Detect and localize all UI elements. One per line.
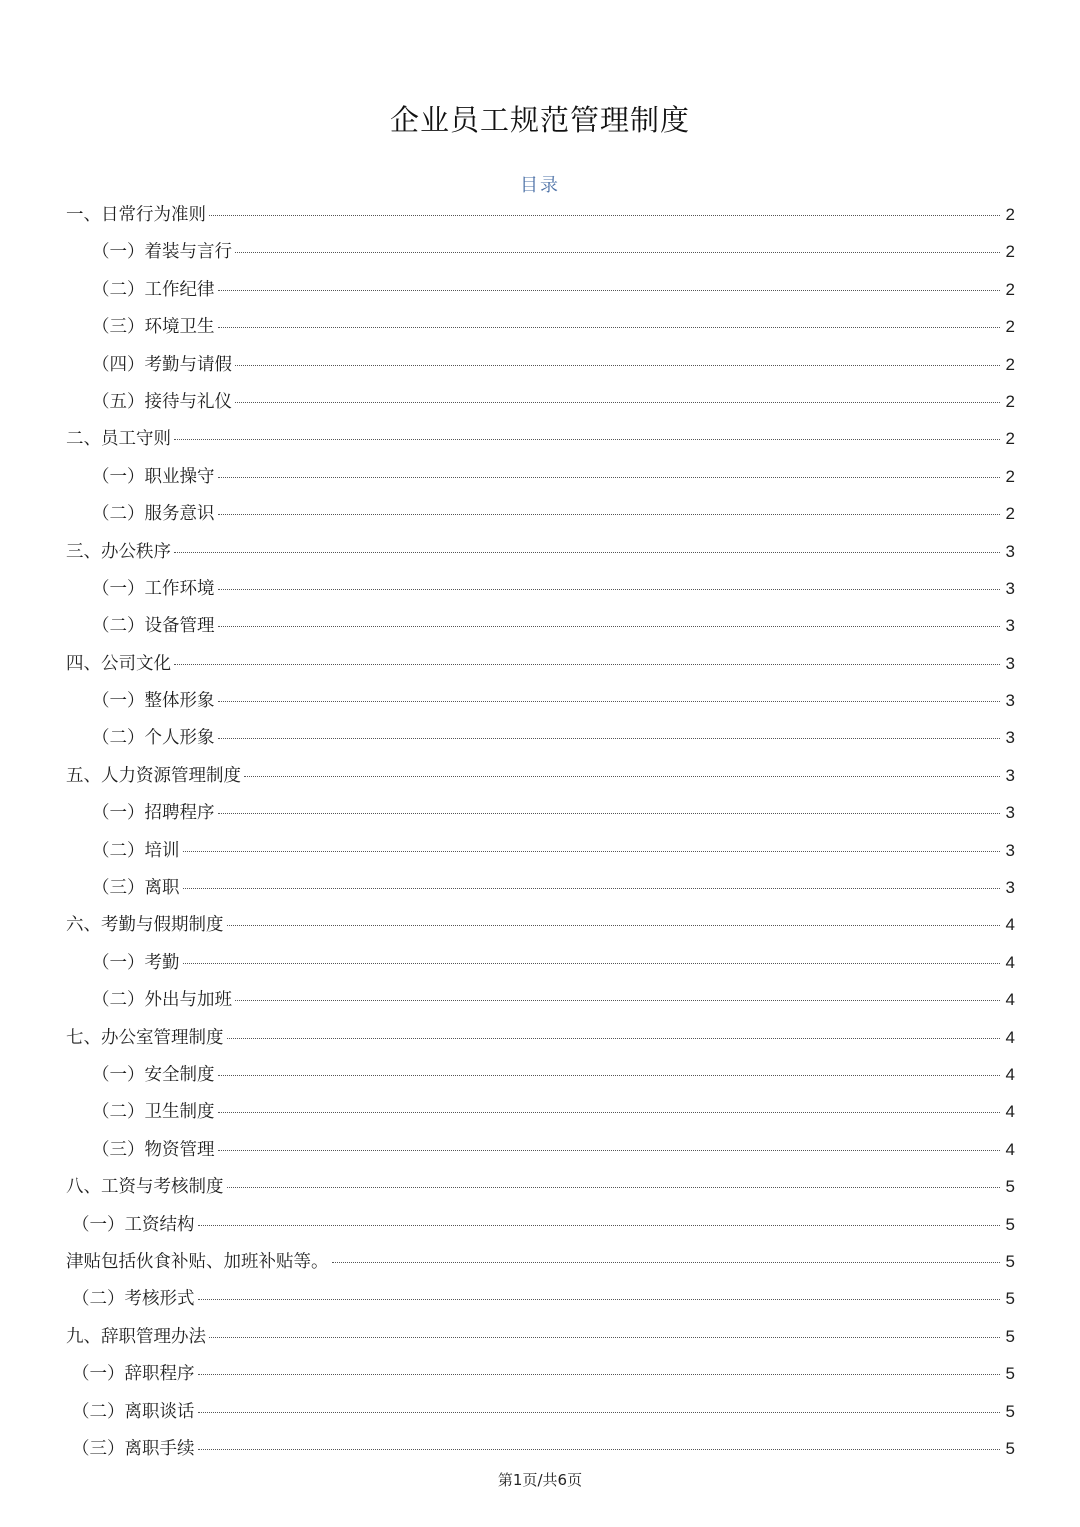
toc-entry-title: 四、公司文化 bbox=[66, 653, 171, 674]
toc-entry[interactable] bbox=[66, 1056, 1015, 1093]
toc-entry-page-number: 5 bbox=[1005, 1364, 1015, 1384]
toc-dot-leader bbox=[218, 1150, 1001, 1151]
document-title: 企业员工规范管理制度 bbox=[389, 103, 690, 137]
toc-entry[interactable] bbox=[66, 1131, 1015, 1168]
toc-entry-page-number: 3 bbox=[1005, 840, 1015, 860]
toc-entry-page-number: 3 bbox=[1005, 578, 1015, 598]
toc-entry[interactable] bbox=[66, 570, 1015, 607]
toc-entry[interactable] bbox=[66, 607, 1015, 644]
toc-entry-title: （一）考勤 bbox=[92, 952, 180, 973]
toc-entry-title: （一）安全制度 bbox=[92, 1064, 215, 1085]
toc-entry-title: （二）卫生制度 bbox=[92, 1102, 215, 1123]
toc-dot-leader bbox=[218, 290, 1001, 291]
toc-entry-title: （二）工作纪律 bbox=[92, 279, 215, 300]
toc-entry[interactable] bbox=[66, 1019, 1015, 1056]
toc-entry-page-number: 2 bbox=[1005, 279, 1015, 299]
toc-entry-title: 六、考勤与假期制度 bbox=[66, 915, 224, 936]
toc-heading: 目录 bbox=[520, 175, 560, 196]
toc-entry-title: （二）考核形式 bbox=[72, 1289, 195, 1310]
toc-entry[interactable] bbox=[66, 196, 1015, 233]
toc-entry-page-number: 5 bbox=[1005, 1326, 1015, 1346]
toc-dot-leader bbox=[218, 701, 1001, 702]
toc-dot-leader bbox=[218, 477, 1001, 478]
toc-dot-leader bbox=[209, 215, 1000, 216]
toc-entry-title: （二）服务意识 bbox=[92, 504, 215, 525]
toc-entry-page-number: 3 bbox=[1005, 803, 1015, 823]
toc-entry[interactable] bbox=[66, 981, 1015, 1018]
toc-entry[interactable] bbox=[66, 1093, 1015, 1130]
toc-entry-title: 二、员工守则 bbox=[66, 429, 171, 450]
toc-entry-title: （二）设备管理 bbox=[92, 616, 215, 637]
toc-dot-leader bbox=[235, 402, 1000, 403]
toc-entry[interactable] bbox=[66, 1430, 1015, 1467]
toc-entry[interactable] bbox=[66, 233, 1015, 270]
toc-dot-leader bbox=[183, 888, 1001, 889]
toc-entry[interactable] bbox=[66, 1168, 1015, 1205]
toc-entry-page-number: 5 bbox=[1005, 1251, 1015, 1271]
toc-entry-page-number: 5 bbox=[1005, 1177, 1015, 1197]
toc-entry[interactable] bbox=[66, 458, 1015, 495]
toc-dot-leader bbox=[198, 1412, 1001, 1413]
toc-entry-title: （一）着装与言行 bbox=[92, 242, 232, 263]
toc-dot-leader bbox=[174, 552, 1000, 553]
toc-dot-leader bbox=[218, 738, 1001, 739]
toc-dot-leader bbox=[218, 626, 1001, 627]
toc-entry[interactable] bbox=[66, 906, 1015, 943]
toc-entry-page-number: 4 bbox=[1005, 1027, 1015, 1047]
toc-dot-leader bbox=[218, 589, 1001, 590]
toc-entry[interactable] bbox=[66, 757, 1015, 794]
toc-entry[interactable] bbox=[66, 682, 1015, 719]
toc-dot-leader bbox=[235, 365, 1000, 366]
toc-entry-title: （一）辞职程序 bbox=[72, 1364, 195, 1385]
toc-entry-page-number: 4 bbox=[1005, 990, 1015, 1010]
toc-dot-leader bbox=[218, 327, 1001, 328]
toc-entry-title: （一）整体形象 bbox=[92, 691, 215, 712]
toc-entry-page-number: 4 bbox=[1005, 1064, 1015, 1084]
toc-entry[interactable] bbox=[66, 794, 1015, 831]
toc-entry-page-number: 2 bbox=[1005, 466, 1015, 486]
toc-entry-page-number: 4 bbox=[1005, 952, 1015, 972]
toc-entry-title: 八、工资与考核制度 bbox=[66, 1177, 224, 1198]
toc-entry[interactable] bbox=[66, 495, 1015, 532]
toc-dot-leader bbox=[227, 1187, 1001, 1188]
toc-entry[interactable] bbox=[66, 346, 1015, 383]
toc-entry[interactable] bbox=[66, 1355, 1015, 1392]
toc-entry-page-number: 2 bbox=[1005, 504, 1015, 524]
toc-entry-title: （三）物资管理 bbox=[92, 1139, 215, 1160]
toc-dot-leader bbox=[198, 1225, 1001, 1226]
toc-entry[interactable] bbox=[66, 420, 1015, 457]
toc-entry[interactable] bbox=[66, 832, 1015, 869]
toc-entry-title: （三）离职手续 bbox=[72, 1438, 195, 1459]
toc-entry[interactable] bbox=[66, 1206, 1015, 1243]
toc-entry[interactable] bbox=[66, 1318, 1015, 1355]
toc-dot-leader bbox=[174, 664, 1000, 665]
toc-entry-page-number: 3 bbox=[1005, 653, 1015, 673]
toc-entry-title: （一）工资结构 bbox=[72, 1214, 195, 1235]
toc-entry-title: （二）外出与加班 bbox=[92, 990, 232, 1011]
toc-dot-leader bbox=[218, 1075, 1001, 1076]
toc-entry[interactable] bbox=[66, 719, 1015, 756]
toc-entry-title: 九、辞职管理办法 bbox=[66, 1326, 206, 1347]
toc-entry[interactable] bbox=[66, 1280, 1015, 1317]
toc-entry[interactable] bbox=[66, 1393, 1015, 1430]
toc-entry-page-number: 2 bbox=[1005, 242, 1015, 262]
toc-dot-leader bbox=[198, 1449, 1001, 1450]
toc-entry-page-number: 4 bbox=[1005, 915, 1015, 935]
toc-dot-leader bbox=[183, 851, 1001, 852]
toc-entry-page-number: 2 bbox=[1005, 317, 1015, 337]
table-of-contents bbox=[66, 196, 1015, 1467]
toc-entry[interactable] bbox=[66, 944, 1015, 981]
toc-entry-page-number: 4 bbox=[1005, 1139, 1015, 1159]
toc-entry-page-number: 4 bbox=[1005, 1102, 1015, 1122]
toc-dot-leader bbox=[198, 1374, 1001, 1375]
toc-entry-page-number: 5 bbox=[1005, 1438, 1015, 1458]
toc-dot-leader bbox=[235, 1000, 1000, 1001]
toc-entry-page-number: 2 bbox=[1005, 429, 1015, 449]
toc-entry-page-number: 2 bbox=[1005, 205, 1015, 224]
toc-entry-title: 五、人力资源管理制度 bbox=[66, 765, 241, 786]
toc-entry-title: （二）离职谈话 bbox=[72, 1401, 195, 1422]
toc-entry-page-number: 3 bbox=[1005, 878, 1015, 898]
toc-entry-page-number: 5 bbox=[1005, 1214, 1015, 1234]
page-footer: 第1页/共6页 bbox=[497, 1471, 583, 1489]
toc-entry[interactable] bbox=[66, 645, 1015, 682]
toc-dot-leader bbox=[227, 925, 1001, 926]
toc-entry-title: 七、办公室管理制度 bbox=[66, 1027, 224, 1048]
toc-dot-leader bbox=[218, 514, 1001, 515]
toc-entry-title: （四）考勤与请假 bbox=[92, 354, 232, 375]
toc-entry[interactable] bbox=[66, 533, 1015, 570]
toc-dot-leader bbox=[244, 776, 1000, 777]
toc-entry-title: （五）接待与礼仪 bbox=[92, 391, 232, 412]
toc-entry-page-number: 3 bbox=[1005, 616, 1015, 636]
toc-entry-page-number: 2 bbox=[1005, 391, 1015, 411]
toc-entry[interactable] bbox=[66, 383, 1015, 420]
toc-entry-page-number: 5 bbox=[1005, 1289, 1015, 1309]
toc-dot-leader bbox=[235, 252, 1000, 253]
toc-entry-title: （三）离职 bbox=[92, 878, 180, 899]
toc-entry-title: （一）工作环境 bbox=[92, 578, 215, 599]
toc-entry-page-number: 5 bbox=[1005, 1401, 1015, 1421]
toc-entry-page-number: 3 bbox=[1005, 728, 1015, 748]
toc-entry-title: 一、日常行为准则 bbox=[66, 205, 206, 225]
toc-dot-leader bbox=[183, 963, 1001, 964]
toc-dot-leader bbox=[218, 813, 1001, 814]
toc-entry[interactable] bbox=[66, 308, 1015, 345]
toc-entry-title: （三）环境卫生 bbox=[92, 317, 215, 338]
toc-entry-page-number: 3 bbox=[1005, 691, 1015, 711]
toc-entry-title: 津贴包括伙食补贴、加班补贴等。 bbox=[66, 1251, 329, 1272]
toc-entry-page-number: 3 bbox=[1005, 765, 1015, 785]
toc-entry-page-number: 2 bbox=[1005, 354, 1015, 374]
toc-dot-leader bbox=[198, 1299, 1001, 1300]
toc-dot-leader bbox=[174, 439, 1000, 440]
toc-entry-title: （二）个人形象 bbox=[92, 728, 215, 749]
toc-dot-leader bbox=[227, 1038, 1001, 1039]
toc-entry[interactable] bbox=[66, 1243, 1015, 1280]
toc-dot-leader bbox=[332, 1262, 1001, 1263]
toc-entry[interactable] bbox=[66, 869, 1015, 906]
toc-entry[interactable] bbox=[66, 271, 1015, 308]
toc-entry-title: （一）招聘程序 bbox=[92, 803, 215, 824]
toc-entry-title: 三、办公秩序 bbox=[66, 541, 171, 562]
toc-entry-page-number: 3 bbox=[1005, 541, 1015, 561]
toc-entry-title: （二）培训 bbox=[92, 840, 180, 861]
toc-entry-title: （一）职业操守 bbox=[92, 466, 215, 487]
toc-dot-leader bbox=[209, 1337, 1000, 1338]
toc-dot-leader bbox=[218, 1112, 1001, 1113]
